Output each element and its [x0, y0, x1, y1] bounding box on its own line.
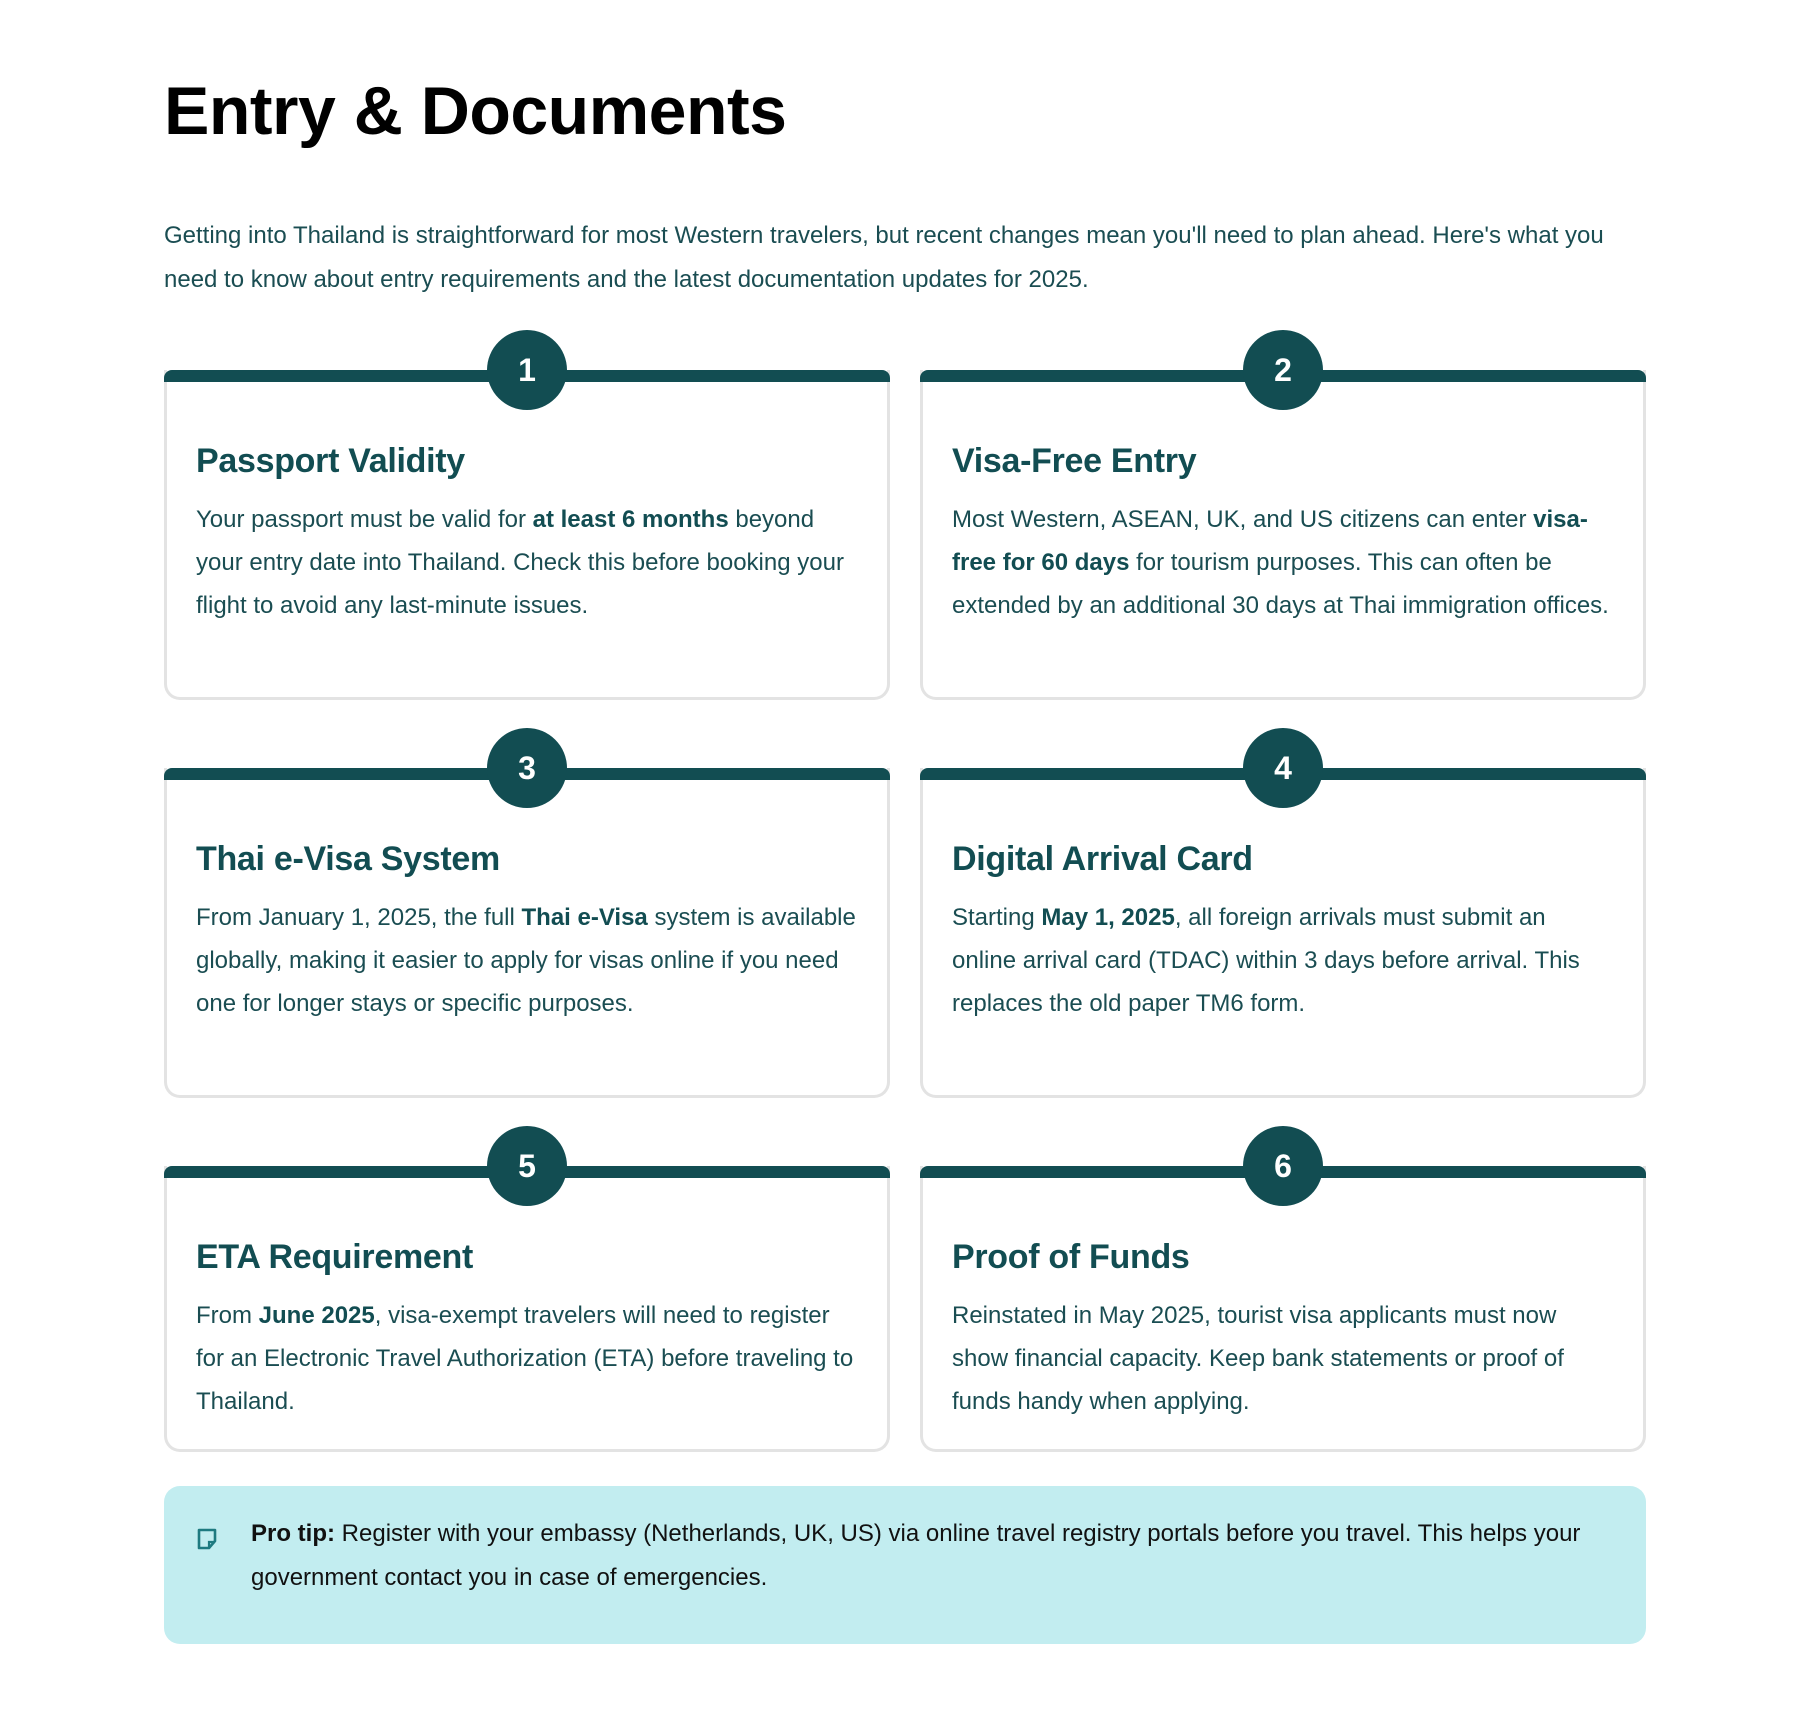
card-passport-validity	[164, 351, 890, 700]
step-number-badge: 3	[487, 728, 567, 808]
step-number-badge: 2	[1243, 330, 1323, 410]
step-number-badge: 6	[1243, 1126, 1323, 1206]
step-number-badge: 4	[1243, 728, 1323, 808]
step-number-badge: 5	[487, 1126, 567, 1206]
pro-tip-callout	[164, 1486, 1646, 1644]
card-body: From January 1, 2025, the full Thai e-Visa system is available globally, making it easier to apply for visas online if you need one for longer stays or specific purposes.	[196, 904, 856, 1017]
pro-tip-label: Pro tip:	[251, 1520, 335, 1547]
card-title: Thai e-Visa System	[196, 840, 500, 878]
card-proof-of-funds	[920, 1147, 1646, 1452]
card-visa-free-entry	[920, 351, 1646, 700]
card-title: Digital Arrival Card	[952, 840, 1253, 878]
card-body: Starting May 1, 2025, all foreign arrivals must submit an online arrival card (TDAC) within 3 days before arrival. This replaces the old paper TM6 form.	[952, 904, 1580, 1017]
card-title: Proof of Funds	[952, 1238, 1190, 1276]
intro-paragraph: Getting into Thailand is straightforward for most Western travelers, but recent changes mean you'll need to plan ahead. Here's what you need to know about entry requirements and the latest documentation updates for 2025.	[164, 222, 1604, 293]
pro-tip-text: Pro tip: Register with your embassy (Netherlands, UK, US) via online travel registry portals before you travel. This helps your government contact you in case of emergencies.	[251, 1520, 1581, 1591]
card-body: Reinstated in May 2025, tourist visa applicants must now show financial capacity. Keep bank statements or proof of funds handy when applying.	[952, 1302, 1564, 1415]
requirements-grid	[164, 351, 1646, 1452]
card-eta-requirement	[164, 1147, 890, 1452]
page-title: Entry & Documents	[164, 73, 787, 149]
card-body: From June 2025, visa-exempt travelers will need to register for an Electronic Travel Authorization (ETA) before traveling to Thailand.	[196, 1302, 854, 1415]
note-icon	[196, 1528, 218, 1550]
step-number-badge: 1	[487, 330, 567, 410]
card-title: Passport Validity	[196, 442, 465, 480]
card-digital-arrival-card	[920, 749, 1646, 1098]
card-body: Most Western, ASEAN, UK, and US citizens can enter visa-free for 60 days for tourism purposes. This can often be extended by an additional 30 days at Thai immigration offices.	[952, 506, 1609, 619]
card-title: Visa-Free Entry	[952, 442, 1197, 480]
card-body: Your passport must be valid for at least 6 months beyond your entry date into Thailand. Check this before booking your flight to avoid any last-minute issues.	[196, 506, 844, 619]
card-thai-e-visa	[164, 749, 890, 1098]
card-title: ETA Requirement	[196, 1238, 473, 1276]
